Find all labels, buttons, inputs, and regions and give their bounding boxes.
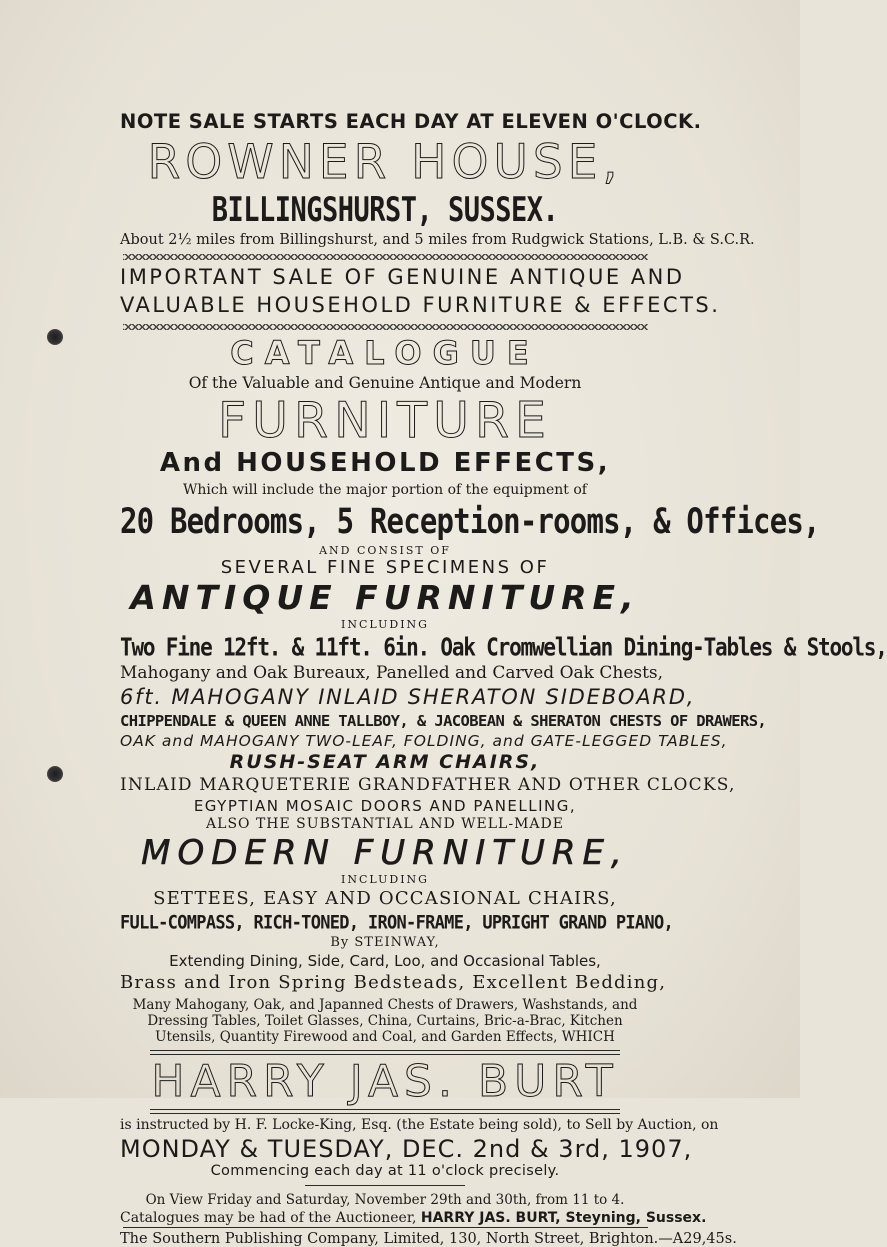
bedrooms-line: 20 Bedrooms, 5 Reception-rooms, & Offices,	[120, 500, 820, 542]
catalogues-line	[120, 1210, 707, 1226]
sale-notice	[120, 110, 887, 1247]
instructed-line: is instructed by H. F. Locke-King, Esq. (the Estate being sold), to Sell by Auction, on	[120, 1117, 719, 1133]
catalogues-prefix: Catalogues may be had of the Auctioneer,	[120, 1210, 417, 1226]
including-label: INCLUDING	[341, 873, 429, 886]
divider-rule	[150, 1050, 620, 1051]
piano-line: FULL-COMPASS, RICH-TONED, IRON-FRAME, UPRIGHT GRAND PIANO,	[120, 912, 674, 934]
note-sale-starts: NOTE SALE STARTS EACH DAY AT ELEVEN O'CLOCK.	[120, 110, 702, 133]
egyptian-doors-line: EGYPTIAN MOSAIC DOORS AND PANELLING,	[193, 797, 577, 815]
catalogues-contact: HARRY JAS. BURT, Steyning, Sussex.	[420, 1210, 707, 1226]
of-valuable-line: Of the Valuable and Genuine Antique and Modern	[188, 374, 582, 392]
several-fine-specimens: SEVERAL FINE SPECIMENS OF	[220, 557, 550, 578]
and-consist-of: AND CONSIST OF	[319, 544, 451, 557]
sideboard-line: 6ft. MAHOGANY INLAID SHERATON SIDEBOARD,	[120, 685, 696, 709]
including-label: INCLUDING	[341, 618, 429, 631]
chippendale-line: CHIPPENDALE & QUEEN ANNE TALLBOY, & JACOBEAN & SHERATON CHESTS OF DRAWERS,	[120, 712, 767, 730]
modern-furniture-heading: MODERN FURNITURE,	[141, 833, 629, 873]
divider-rule	[150, 1054, 620, 1055]
rush-seat-line: RUSH-SEAT ARM CHAIRS,	[229, 751, 541, 773]
settees-line: SETTEES, EASY AND OCCASIONAL CHAIRS,	[153, 888, 617, 909]
important-sale-line-1: IMPORTANT SALE OF GENUINE ANTIQUE AND	[120, 265, 685, 289]
wavy-divider	[123, 324, 648, 330]
which-will-include: Which will include the major portion of the equipment of	[183, 482, 587, 498]
also-the-line: ALSO THE SUBSTANTIAL AND WELL-MADE	[206, 816, 564, 832]
oak-tables-line: OAK and MAHOGANY TWO-LEAF, FOLDING, and GATE-LEGGED TABLES,	[120, 732, 728, 750]
dining-tables-line: Two Fine 12ft. & 11ft. 6in. Oak Cromwellian Dining-Tables & Stools,	[120, 632, 887, 662]
punch-hole-lower	[47, 766, 63, 782]
commencing-line: Commencing each day at 11 o'clock precisely.	[210, 1163, 560, 1179]
short-rule	[305, 1185, 465, 1186]
bedsteads-line: Brass and Iron Spring Bedsteads, Excellent Bedding,	[120, 972, 667, 993]
punch-hole-upper	[47, 329, 63, 345]
town-name: BILLINGSHURST, SUSSEX.	[211, 191, 559, 230]
auctioneer-name: HARRY JAS. BURT	[151, 1056, 619, 1107]
house-name: ROWNER HOUSE,	[147, 135, 623, 190]
location-details: About 2½ miles from Billingshurst, and 5 miles from Rudgwick Stations, L.B. & S.C.R.	[120, 232, 755, 248]
by-steinway: By STEINWAY,	[330, 935, 440, 950]
wavy-divider	[123, 254, 648, 260]
chests-paragraph: Many Mahogany, Oak, and Japanned Chests of Drawers, Washstands, and Dressing Tables, Toilet Glasses, China, Curtains, Bric-a-Brac, Kitchen Utensils, Quantity Firewood and Coal, and Garden Effects, WHICH	[132, 997, 638, 1045]
important-sale-line-2: VALUABLE HOUSEHOLD FURNITURE & EFFECTS.	[120, 293, 721, 317]
clocks-line: INLAID MARQUETERIE GRANDFATHER AND OTHER CLOCKS,	[120, 775, 736, 795]
printer-line: The Southern Publishing Company, Limited, 130, North Street, Brighton.—A29,45s.	[120, 1231, 737, 1247]
on-view-line: On View Friday and Saturday, November 29th and 30th, from 11 to 4.	[145, 1192, 625, 1208]
catalogue-heading: CATALOGUE	[230, 334, 540, 372]
divider-rule	[150, 1109, 620, 1110]
furniture-heading: FURNITURE	[217, 392, 552, 449]
sale-dates: MONDAY & TUESDAY, DEC. 2nd & 3rd, 1907,	[120, 1135, 693, 1163]
antique-furniture-heading: ANTIQUE FURNITURE,	[130, 578, 640, 617]
tables-line: Extending Dining, Side, Card, Loo, and Occasional Tables,	[169, 952, 601, 970]
divider-rule	[150, 1113, 620, 1114]
footer-rule	[123, 1227, 648, 1228]
household-effects-heading: And HOUSEHOLD EFFECTS,	[159, 448, 611, 478]
bureaux-line: Mahogany and Oak Bureaux, Panelled and Carved Oak Chests,	[120, 663, 664, 683]
